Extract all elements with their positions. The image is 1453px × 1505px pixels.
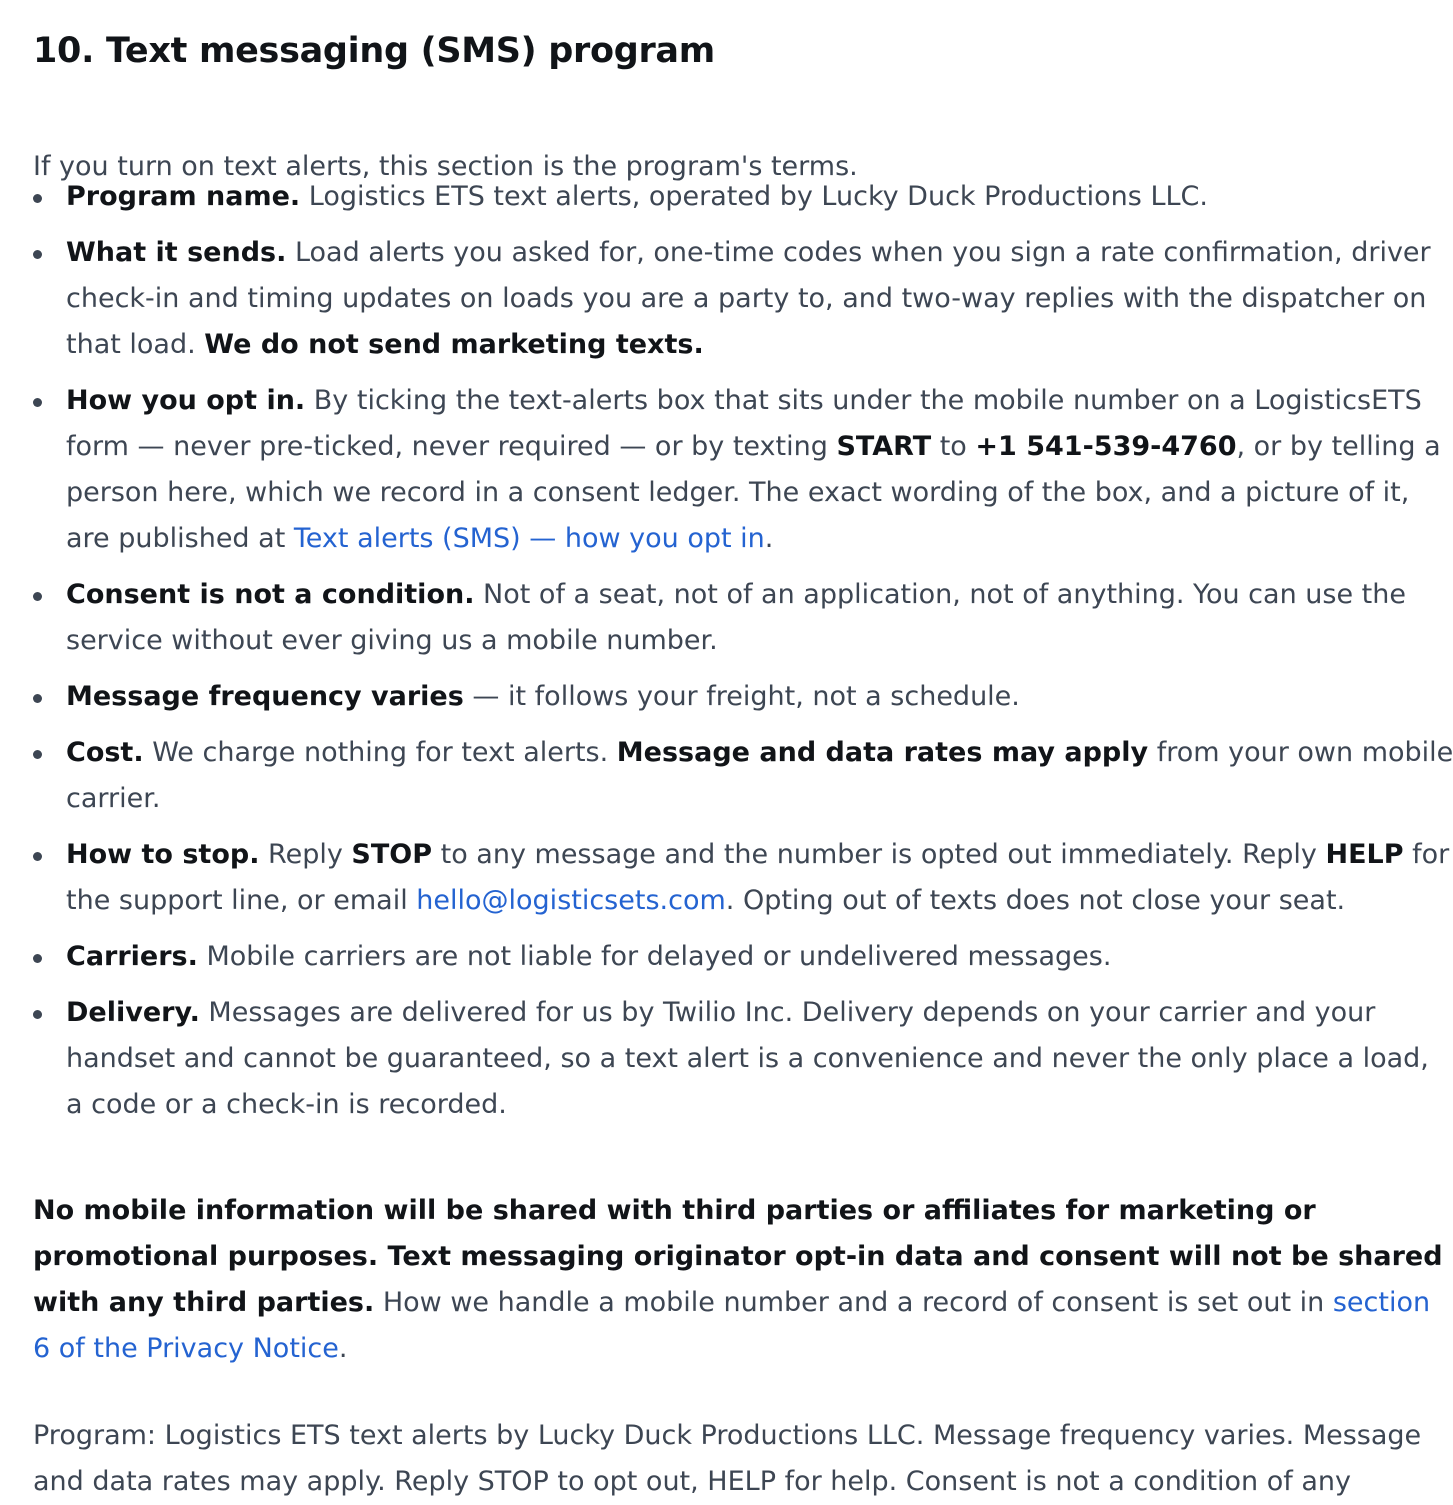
privacy-notice-link[interactable]: section — [1332, 1287, 1431, 1318]
term-label: Carriers. — [66, 941, 198, 972]
list-item-what-it-sends: What it sends. Load alerts you asked for, one-time codes when you sign a rate confirmation, driver check-in and timing updates on loads you are a party to, and two-way replies with the dispatcher on that load. We do not send marketing texts. — [33, 230, 1433, 368]
opt-in-link[interactable]: Text alerts (SMS) — how you opt in — [293, 523, 765, 554]
list-item-how-you-opt-in: How you opt in. By ticking the text-alerts box that sits under the mobile number on a LogisticsETS form — never pre-ticked, never required — or by texting START to +1 541-539-4760, or by telling a person here, which we record in a consent ledger. The exact wording of the box, and a picture of it, are published at Text alerts (SMS) — how you opt in. — [33, 378, 1433, 562]
list-item-cost: Cost. We charge nothing for text alerts. Message and data rates may apply from your own mobile carrier. — [33, 730, 1433, 822]
list-item-frequency: Message frequency varies — it follows your freight, not a schedule. — [33, 674, 1433, 720]
term-label: Program name. — [66, 181, 301, 212]
section-intro: If you turn on text alerts, this section is the program's terms. — [33, 151, 858, 182]
sms-phone-number: +1 541-539-4760 — [975, 431, 1237, 462]
terms-list — [33, 174, 1453, 1138]
list-item-consent-condition: Consent is not a condition. Not of a seat, not of an application, not of anything. You can use the service without ever giving us a mobile number. — [33, 572, 1433, 664]
list-item-how-to-stop: How to stop. Reply STOP to any message and the number is opted out immediately. Reply HELP for the support line, or email hello@logisticsets.com. Opting out of texts does not close your seat. — [33, 832, 1433, 924]
section-heading: 10. Text messaging (SMS) program — [33, 31, 715, 71]
term-label: Consent is not a condition. — [66, 579, 475, 610]
rates-statement: Message and data rates may apply — [616, 737, 1149, 768]
sms-program-section — [33, 24, 1453, 1497]
stop-keyword: STOP — [351, 839, 433, 870]
list-item-program-name: Program name. Logistics ETS text alerts, operated by Lucky Duck Productions LLC. — [33, 174, 1433, 220]
term-label: Delivery. — [66, 997, 200, 1028]
support-email-link[interactable]: hello@logisticsets.com — [416, 885, 726, 916]
list-item-carriers: Carriers. Mobile carriers are not liable for delayed or undelivered messages. — [33, 934, 1433, 980]
data-sharing-notice: No mobile information will be shared with third parties or affiliates for marketing or promotional purposes. Text messaging originator opt-in data and consent will not be shared with any third parties. How we handle a mobile number and a record of consent is set out in section 6 of the Privacy Notice. — [33, 1195, 1443, 1364]
term-label: Cost. — [66, 737, 144, 768]
program-summary: Program: Logistics ETS text alerts by Lucky Duck Productions LLC. Message frequency varies. Message and data rates may apply. Reply STOP to opt out, HELP for help. Consent is not a condition of any — [33, 1420, 1422, 1497]
term-label: How to stop. — [66, 839, 260, 870]
term-label: Message frequency varies — [66, 681, 464, 712]
term-label: How you opt in. — [66, 385, 306, 416]
help-keyword: HELP — [1325, 839, 1404, 870]
no-marketing-statement: We do not send marketing texts. — [204, 329, 704, 360]
list-item-delivery: Delivery. Messages are delivered for us by Twilio Inc. Delivery depends on your carrier and your handset and cannot be guaranteed, so a text alert is a convenience and never the only place a load, a code or a check-in is recorded. — [33, 990, 1433, 1128]
privacy-notice-link-continued[interactable]: 6 of the Privacy Notice — [33, 1333, 339, 1364]
start-keyword: START — [836, 431, 932, 462]
term-label: What it sends. — [66, 237, 287, 268]
